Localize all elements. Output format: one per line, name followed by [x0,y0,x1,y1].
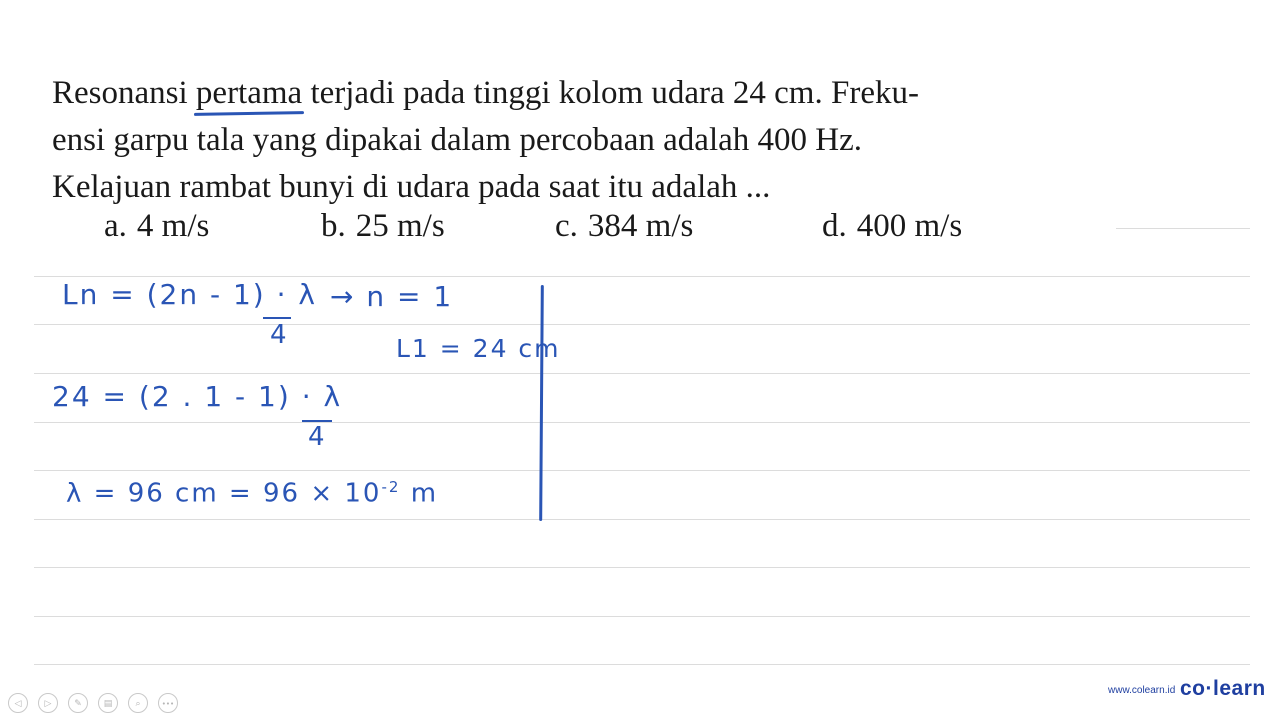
play-icon[interactable]: ▷ [38,693,58,713]
hw-substitution-denominator: 4 [308,422,327,452]
question-text [52,70,1122,211]
more-icon[interactable]: ••• [158,693,178,713]
prev-icon[interactable]: ◁ [8,693,28,713]
slides-icon[interactable]: ▤ [98,693,118,713]
option-c[interactable]: c. 384 m/s [555,208,694,244]
option-d[interactable]: d. 400 m/s [822,208,963,244]
answer-options [0,208,1280,254]
ruled-line [34,276,1250,277]
ruled-line [34,567,1250,568]
hw-formula: Ln = (2n - 1) · λ [62,278,318,311]
ruled-line [34,470,1250,471]
ruled-line [34,422,1250,423]
question-line-1: Resonansi pertama terjadi pada tinggi kolom udara 24 cm. Freku- [52,75,919,111]
ruled-line [34,616,1250,617]
ruled-line [34,664,1250,665]
hw-L1-given: L1 = 24 cm [396,334,561,363]
brand-url: www.colearn.id [1108,685,1176,696]
underlined-word: pertama [195,75,303,111]
hw-fraction-bar [263,317,291,319]
hw-result: λ = 96 cm = $96 \times 10^{-2}$ m [66,478,439,509]
handwritten-divider [539,285,544,521]
option-a[interactable]: a. 4 m/s [104,208,210,244]
hw-n-given: → n = 1 [330,280,454,313]
ruled-line [34,324,1250,325]
question-line-3: Kelajuan rambat bunyi di udara pada saat itu adalah ... [52,169,771,205]
question-line-2: ensi garpu tala yang dipakai dalam percobaan adalah 400 Hz. [52,122,862,158]
ruled-line [34,519,1250,520]
hw-formula-denominator: 4 [270,320,289,350]
hw-substitution: 24 = (2 . 1 - 1) · λ [52,380,343,413]
zoom-icon[interactable]: ⌕ [128,693,148,713]
brand-logo: co·learn [1180,677,1266,700]
ruled-line [34,373,1250,374]
option-b[interactable]: b. 25 m/s [321,208,445,244]
ruled-line [1116,228,1250,229]
pen-icon[interactable]: ✎ [68,693,88,713]
